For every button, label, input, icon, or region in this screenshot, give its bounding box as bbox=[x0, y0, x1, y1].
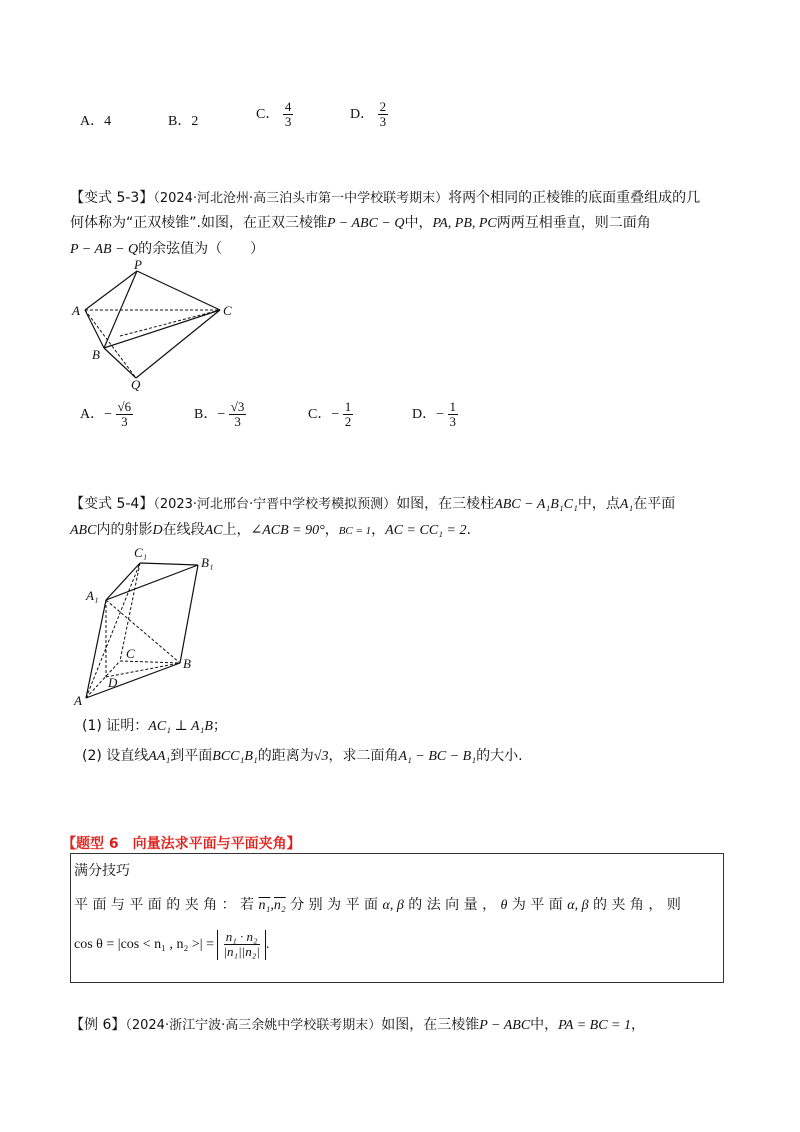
v54-line2-c: 上， bbox=[222, 522, 251, 538]
v53-choice-d-label: D． bbox=[412, 407, 437, 423]
v53-source: （2024·河北沧州·高三泊头市第一中学校联考期末） bbox=[153, 191, 449, 206]
v53-choice-b bbox=[194, 400, 246, 430]
v53-choice-d bbox=[412, 400, 458, 430]
v53-choice-c-sign: − bbox=[331, 407, 340, 423]
v54-part1-label: (1) 证明： bbox=[82, 718, 149, 734]
ex6-text-a: 如图，在三棱锥 bbox=[381, 1017, 480, 1033]
v54-line2 bbox=[70, 519, 471, 539]
edge-c-b-hidden bbox=[120, 661, 180, 663]
v54-part2-c: ，求二面角 bbox=[328, 748, 399, 764]
edge-a1-b1 bbox=[106, 565, 198, 600]
label-c: C bbox=[126, 646, 135, 661]
v54-line2-b: 在线段 bbox=[162, 522, 205, 538]
label-c: C bbox=[223, 303, 232, 318]
label-a: A bbox=[72, 303, 80, 318]
v54-math-angle: ∠ACB = 90° bbox=[250, 523, 325, 538]
v53-line2-c: 两两互相垂直，则二面角 bbox=[496, 215, 651, 231]
tips-line-e: 的 夹 角 ， 则 bbox=[593, 897, 681, 913]
v53-choice-a-sign: − bbox=[104, 407, 113, 423]
v53-choice-a bbox=[80, 400, 133, 430]
tips-formula-abs bbox=[217, 930, 265, 960]
edge-b-q bbox=[104, 348, 136, 378]
ex6-text-b: 中， bbox=[530, 1017, 559, 1033]
tips-line-c: 的 法 向 量 ， bbox=[408, 897, 497, 913]
choice-a: A．4 bbox=[80, 114, 112, 129]
v53-choice-a-frac: $\frac{√6}{3}$ bbox=[117, 399, 132, 430]
v53-choice-c-label: C． bbox=[308, 407, 332, 423]
choice-b: B．2 bbox=[168, 114, 199, 129]
v54-part2-label: (2) 设直线 bbox=[82, 748, 149, 764]
v54-line1-c: 在平面 bbox=[633, 496, 676, 512]
edge-hidden-inner bbox=[120, 310, 220, 336]
tips-formula-lhs: cos θ = |cos < n₁ , n₂ >| = bbox=[74, 937, 214, 953]
label-d: D bbox=[108, 675, 118, 690]
v54-line2-end: . bbox=[466, 522, 471, 538]
v54-part2-sqrt3: √3 bbox=[313, 749, 329, 764]
ex6-source: （2024·浙江宁波·高三余姚中学校联考期末） bbox=[125, 1018, 382, 1033]
v53-line3-text: 的余弦值为（ ） bbox=[138, 241, 265, 257]
v53-choice-b-label: B． bbox=[194, 407, 218, 423]
v54-math-abc: ABC bbox=[70, 523, 97, 538]
tips-formula-end: . bbox=[265, 937, 270, 953]
tips-theta: θ bbox=[500, 898, 508, 913]
v54-part1-math: AC₁ ⊥ A₁B bbox=[148, 719, 213, 734]
edge-q-c bbox=[136, 310, 220, 378]
label-q: Q bbox=[131, 377, 141, 392]
edge-c1-b1 bbox=[140, 563, 198, 565]
tips-line-b: 分 别 为 平 面 bbox=[290, 897, 379, 913]
choice-c-label: C． bbox=[256, 107, 280, 123]
ex6-text-c: ， bbox=[631, 1017, 645, 1033]
ex6-tag: 【例 6】 bbox=[70, 1017, 126, 1033]
label-a: A bbox=[74, 693, 82, 708]
v54-math-prism: ABC − A₁B₁C₁ bbox=[494, 497, 578, 512]
v54-line2-a: 内的射影 bbox=[96, 522, 153, 538]
v54-math-ac-cc1: AC = CC₁ = 2 bbox=[385, 523, 467, 538]
tips-line-a: 平 面 与 平 面 的 夹 角 ： 若 bbox=[74, 897, 255, 913]
v54-part2-dihedral: A₁ − BC − B₁ bbox=[398, 749, 477, 764]
v54-sep2: ， bbox=[371, 522, 386, 538]
v53-math-pa-pb-pc: PA, PB, PC bbox=[432, 216, 497, 231]
tips-formula bbox=[74, 930, 269, 960]
choice-c bbox=[256, 100, 293, 130]
v54-part1 bbox=[82, 715, 227, 735]
v53-choice-c bbox=[308, 400, 353, 430]
edge-a1-a bbox=[86, 600, 106, 698]
v54-part2-b: 的距离为 bbox=[257, 748, 314, 764]
v53-choice-c-frac: $\frac{1}{2}$ bbox=[344, 399, 352, 430]
v54-math-d: D bbox=[152, 523, 163, 538]
v53-choice-d-frac: $\frac{1}{3}$ bbox=[449, 399, 457, 430]
v54-math-ac: AC bbox=[204, 523, 223, 538]
label-c1: C₁ bbox=[134, 545, 148, 560]
v54-line1-a: 如图，在三棱柱 bbox=[396, 496, 495, 512]
tips-box bbox=[70, 853, 724, 983]
v54-tag: 【变式 5-4】 bbox=[70, 496, 154, 512]
label-b1: B₁ bbox=[201, 555, 214, 570]
edge-a1-c1 bbox=[106, 563, 140, 600]
type6-heading: 【题型 6 向量法求平面与平面夹角】 bbox=[62, 836, 301, 852]
label-p: P bbox=[134, 258, 142, 272]
v54-part2-a: 到平面 bbox=[170, 748, 213, 764]
tips-formula-fraction: $\frac{\text{n₁ · n₂}}{\text{|n₁||n₂|}}$ bbox=[223, 929, 260, 960]
label-b: B bbox=[183, 656, 191, 671]
v54-math-a1: A₁ bbox=[619, 497, 634, 512]
v53-choice-a-label: A． bbox=[80, 407, 105, 423]
edge-a-q-hidden bbox=[85, 310, 136, 378]
edge-a-b bbox=[85, 310, 104, 348]
choice-c-fraction: $\frac{4}{3}$ bbox=[284, 99, 292, 130]
tips-line bbox=[74, 894, 681, 914]
label-a1: A₁ bbox=[86, 588, 99, 603]
v53-line1-tail: 将两个相同的正棱锥的底面重叠组成的几 bbox=[448, 190, 701, 206]
v54-math-bc: BC = 1 bbox=[338, 525, 372, 537]
label-b: B bbox=[92, 347, 100, 362]
ex6-math-pa-bc: PA = BC = 1 bbox=[558, 1018, 631, 1033]
tips-vec2: n₂ bbox=[273, 898, 286, 913]
v54-line1-b: 中，点 bbox=[577, 496, 620, 512]
v53-figure bbox=[70, 258, 240, 393]
tips-title: 满分技巧 bbox=[74, 863, 130, 879]
v54-part2-d: 的大小. bbox=[476, 748, 523, 764]
tips-line-d: 为 平 面 bbox=[511, 897, 563, 913]
edge-p-c bbox=[137, 271, 220, 310]
tips-alpha-beta: α, β bbox=[382, 898, 404, 913]
v53-math-pabq: P − AB − Q bbox=[70, 242, 139, 257]
v54-part2-plane: BCC₁B₁ bbox=[212, 749, 258, 764]
v54-figure bbox=[70, 543, 225, 708]
ex6-line bbox=[70, 1014, 645, 1034]
choice-d-fraction: $\frac{2}{3}$ bbox=[379, 99, 387, 130]
v53-choice-d-sign: − bbox=[436, 407, 445, 423]
v53-line1 bbox=[70, 187, 700, 207]
v53-choice-b-sign: − bbox=[217, 407, 226, 423]
v54-part2 bbox=[82, 745, 523, 765]
edge-a-b bbox=[86, 663, 180, 698]
v54-sep1: ， bbox=[324, 522, 339, 538]
v53-line2-a: 何体称为“正双棱锥”.如图，在正双三棱锥 bbox=[70, 215, 327, 231]
edge-b1-b bbox=[180, 565, 198, 663]
v53-line2-b: 中， bbox=[404, 215, 433, 231]
tips-alpha-beta-2: α, β bbox=[567, 898, 589, 913]
edge-b-c bbox=[104, 310, 220, 348]
v53-math-pabcq: P − ABC − Q bbox=[326, 216, 405, 231]
v53-choice-b-frac: $\frac{√3}{3}$ bbox=[230, 399, 245, 430]
v54-line1 bbox=[70, 493, 675, 513]
tips-vec1: n₁ bbox=[258, 898, 271, 913]
ex6-math-pabc: P − ABC bbox=[479, 1018, 531, 1033]
v54-part2-aa1: AA₁ bbox=[148, 749, 171, 764]
choice-d bbox=[350, 100, 388, 130]
choice-d-label: D． bbox=[350, 107, 375, 123]
edge-a1-b-hidden bbox=[106, 600, 180, 663]
v53-line2 bbox=[70, 212, 651, 232]
v53-line3 bbox=[70, 238, 264, 258]
v54-part1-end: ； bbox=[212, 718, 227, 734]
tips-vec-sep: , bbox=[270, 898, 274, 913]
v54-source: （2023·河北邢台·宁晋中学校考模拟预测） bbox=[153, 497, 397, 512]
v53-tag: 【变式 5-3】 bbox=[70, 190, 154, 206]
